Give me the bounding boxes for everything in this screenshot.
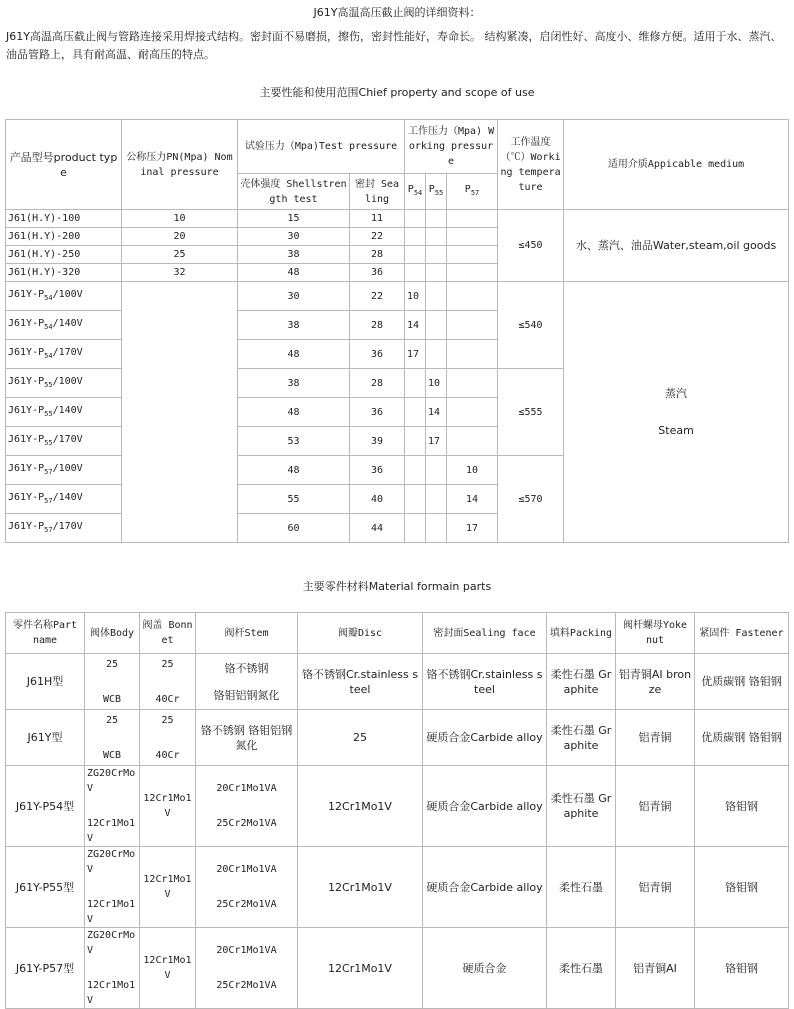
bonnet-cell: 12Cr1Mo1V (140, 928, 196, 1009)
shell-strength-cell: 55 (238, 485, 350, 514)
fastener-cell: 铬钼钢 (695, 928, 789, 1009)
p57-cell: 17 (447, 514, 498, 543)
bonnet-cell: 12Cr1Mo1V (140, 766, 196, 847)
header-body: 阀体Body (85, 613, 140, 654)
sealing-face-cell: 硬质合金Carbide alloy (423, 847, 547, 928)
body-cell-top: 25 (105, 714, 119, 726)
fastener-cell: 优质碳钢 铬钼钢 (695, 654, 789, 710)
model-subscript: 55 (44, 438, 53, 447)
p55-cell: 10 (426, 369, 447, 398)
model-subscript: 54 (44, 293, 53, 302)
disc-cell: 12Cr1Mo1V (298, 847, 423, 928)
sealing-face-cell: 硬质合金 (423, 928, 547, 1009)
stem-cell-top: 20Cr1Mo1VA (216, 945, 277, 956)
p57-cell (447, 228, 498, 246)
shell-strength-cell: 30 (238, 228, 350, 246)
p57-cell: 10 (447, 456, 498, 485)
spacer (87, 877, 137, 897)
model-subscript: 55 (44, 380, 53, 389)
p57-cell (447, 427, 498, 456)
medium-cell (564, 282, 789, 543)
body-cell (85, 928, 140, 1009)
p54-cell (405, 514, 426, 543)
model-subscript: 54 (44, 322, 53, 331)
p55-cell (426, 456, 447, 485)
body-cell-bottom: WCB (102, 693, 122, 705)
spacer (566, 401, 786, 423)
shell-strength-cell: 48 (238, 456, 350, 485)
bonnet-cell-top: 25 (161, 658, 174, 670)
section-title-materials: 主要零件材料Material formain parts (302, 580, 492, 593)
packing-cell: 柔性石墨 Graphite (547, 654, 616, 710)
header-packing: 填料Packing (547, 613, 616, 654)
header-stem: 阀杆Stem (196, 613, 298, 654)
nominal-pressure-cell (122, 282, 238, 543)
table-row (6, 928, 789, 1009)
header-bonnet: 阀盖 Bonnet (140, 613, 196, 654)
body-cell (85, 654, 140, 710)
sealing-cell: 28 (350, 311, 405, 340)
p55-cell: 17 (426, 427, 447, 456)
body-cell-bottom: WCB (102, 749, 122, 761)
packing-cell: 柔性石墨 Graphite (547, 710, 616, 766)
p57-cell (447, 340, 498, 369)
p55-cell: 14 (426, 398, 447, 427)
p55-cell (426, 210, 447, 228)
yoke-nut-cell: 铝青铜AI bronze (616, 654, 695, 710)
model-cell: J61(H.Y)-100 (6, 210, 122, 228)
bonnet-cell: 12Cr1Mo1V (140, 847, 196, 928)
p54-cell (405, 485, 426, 514)
intro-paragraph: J61Y高温高压截止阀与管路连接采用焊接式结构。密封面不易磨损，擦伤，密封性能好，寿命长。 结构紧凑，启闭性好、高度小、维修方便。适用于水、蒸汽、油品管路上，具有耐高温、耐高压的特点。 (6, 30, 782, 61)
model-cell (6, 282, 122, 311)
spacer (87, 672, 137, 692)
body-cell (85, 847, 140, 928)
yoke-nut-cell: 铝青铜 (616, 766, 695, 847)
model-prefix: J61Y-P (8, 491, 45, 503)
nominal-pressure-cell: 32 (122, 264, 238, 282)
body-cell-bottom: 12Cr1Mo1V (87, 980, 136, 1006)
model-cell (6, 427, 122, 456)
sealing-cell: 11 (350, 210, 405, 228)
bonnet-cell-top: 25 (161, 714, 174, 726)
nominal-pressure-cell: 25 (122, 246, 238, 264)
header-model: 产品型号product type (6, 120, 122, 210)
stem-cell-top: 铬不锈钢 铬钼铝钢氮化 (200, 723, 293, 752)
sealing-cell: 40 (350, 485, 405, 514)
table-row (6, 282, 789, 311)
model-prefix: J61Y-P (8, 433, 45, 445)
performance-table (5, 119, 789, 543)
page-title: J61Y高温高压截止阀的详细资料： (313, 6, 481, 19)
model-prefix: J61Y-P (8, 317, 45, 329)
p57-cell (447, 311, 498, 340)
bonnet-cell-bottom: 40Cr (155, 749, 180, 761)
disc-cell: 铬不锈钢Cr.stainless steel (298, 654, 423, 710)
body-cell-bottom: 12Cr1Mo1V (87, 818, 136, 844)
medium-cell: 水、蒸汽、油品Water,steam,oil goods (564, 210, 789, 282)
model-cell (6, 340, 122, 369)
materials-table (5, 612, 789, 1009)
p57-cell (447, 369, 498, 398)
model-subscript: 54 (44, 351, 53, 360)
fastener-cell: 铬钼钢 (695, 766, 789, 847)
model-cell: J61(H.Y)-200 (6, 228, 122, 246)
temperature-cell: ≤540 (498, 282, 564, 369)
header-part-name: 零件名称Part name (6, 613, 85, 654)
stem-cell-bottom: 铬钼铝钢氮化 (213, 688, 280, 702)
table-row (6, 654, 789, 710)
stem-cell-bottom: 25Cr2Mo1VA (216, 818, 277, 829)
shell-strength-cell: 48 (238, 398, 350, 427)
yoke-nut-cell: 铝青铜 (616, 847, 695, 928)
model-suffix: /140V (52, 404, 83, 416)
temperature-cell: ≤450 (498, 210, 564, 282)
shell-strength-cell: 38 (238, 369, 350, 398)
spacer (87, 728, 137, 748)
p54-cell (405, 369, 426, 398)
disc-cell: 12Cr1Mo1V (298, 766, 423, 847)
sealing-cell: 44 (350, 514, 405, 543)
shell-strength-cell: 60 (238, 514, 350, 543)
stem-cell-bottom: 25Cr2Mo1VA (216, 899, 277, 910)
model-prefix: J61Y-P (8, 520, 45, 532)
body-cell (85, 710, 140, 766)
model-subscript: 57 (44, 467, 53, 476)
medium-steam-en: Steam (658, 424, 694, 437)
p54-cell (405, 210, 426, 228)
header-sealing-face: 密封面Sealing face (423, 613, 547, 654)
medium-steam-cn: 蒸汽 (665, 387, 688, 400)
spacer (198, 676, 295, 688)
nominal-pressure-cell: 10 (122, 210, 238, 228)
p55-cell (426, 282, 447, 311)
spacer (198, 958, 295, 978)
spacer (87, 796, 137, 816)
sealing-cell: 22 (350, 228, 405, 246)
header-test-pressure: 试验压力（Mpa)Test pressure (238, 120, 405, 174)
yoke-nut-cell: 铝青铜AI (616, 928, 695, 1009)
p55-cell (426, 514, 447, 543)
section-title-performance: 主要性能和使用范围Chief property and scope of use (259, 86, 535, 99)
shell-strength-cell: 38 (238, 311, 350, 340)
header-working-pressure: 工作压力（Mpa) Working pressure (405, 120, 498, 174)
nominal-pressure-cell: 20 (122, 228, 238, 246)
header-yoke-nut: 阀杆螺母Yoke nut (616, 613, 695, 654)
p57-cell (447, 398, 498, 427)
temperature-cell: ≤570 (498, 456, 564, 543)
sealing-cell: 28 (350, 246, 405, 264)
model-prefix: J61Y-P (8, 404, 45, 416)
p57-cell (447, 282, 498, 311)
p54-cell (405, 264, 426, 282)
sealing-cell: 22 (350, 282, 405, 311)
header-shell-strength: 壳体强度 Shellstrength test (238, 174, 350, 210)
shell-strength-cell: 48 (238, 340, 350, 369)
p54-cell: 17 (405, 340, 426, 369)
yoke-nut-cell: 铝青铜 (616, 710, 695, 766)
p57-cell (447, 210, 498, 228)
table-row (6, 710, 789, 766)
bonnet-cell (140, 710, 196, 766)
body-cell-top: ZG20CrMoV (87, 930, 136, 956)
spacer (198, 877, 295, 897)
model-suffix: /170V (52, 433, 83, 445)
model-cell (6, 398, 122, 427)
header-medium: 适用介质Appicable medium (564, 120, 789, 210)
shell-strength-cell: 48 (238, 264, 350, 282)
model-subscript: 57 (44, 496, 53, 505)
model-cell (6, 485, 122, 514)
stem-cell (196, 710, 298, 766)
body-cell-top: ZG20CrMoV (87, 849, 136, 875)
p54-cell: 10 (405, 282, 426, 311)
model-cell (6, 311, 122, 340)
p55-cell (426, 264, 447, 282)
sealing-face-cell: 硬质合金Carbide alloy (423, 710, 547, 766)
part-name-cell: J61Y-P54型 (6, 766, 85, 847)
model-cell (6, 456, 122, 485)
stem-cell (196, 654, 298, 710)
header-disc: 阀瓣Disc (298, 613, 423, 654)
model-cell (6, 369, 122, 398)
stem-cell-top: 20Cr1Mo1VA (216, 783, 277, 794)
body-cell (85, 766, 140, 847)
sealing-cell: 36 (350, 264, 405, 282)
sealing-cell: 28 (350, 369, 405, 398)
disc-cell: 25 (298, 710, 423, 766)
shell-strength-cell: 53 (238, 427, 350, 456)
part-name-cell: J61Y-P55型 (6, 847, 85, 928)
table-row (6, 766, 789, 847)
sealing-cell: 36 (350, 398, 405, 427)
model-suffix: /140V (52, 491, 83, 503)
model-suffix: /100V (52, 375, 83, 387)
spacer (142, 728, 193, 748)
p54-cell (405, 228, 426, 246)
packing-cell: 柔性石墨 (547, 847, 616, 928)
bonnet-cell (140, 654, 196, 710)
model-prefix: J61Y-P (8, 288, 45, 300)
sealing-cell: 36 (350, 456, 405, 485)
fastener-cell: 优质碳钢 铬钼钢 (695, 710, 789, 766)
stem-cell (196, 928, 298, 1009)
shell-strength-cell: 30 (238, 282, 350, 311)
table-row (6, 210, 789, 228)
p55-cell (426, 340, 447, 369)
model-suffix: /170V (52, 346, 83, 358)
stem-cell-top: 20Cr1Mo1VA (216, 864, 277, 875)
model-cell: J61(H.Y)-320 (6, 264, 122, 282)
model-subscript: 57 (44, 525, 53, 534)
stem-cell (196, 847, 298, 928)
sealing-face-cell: 铬不锈钢Cr.stainless steel (423, 654, 547, 710)
model-prefix: J61Y-P (8, 375, 45, 387)
body-cell-top: ZG20CrMoV (87, 768, 136, 794)
shell-strength-cell: 15 (238, 210, 350, 228)
p57-cell: 14 (447, 485, 498, 514)
fastener-cell: 铬钼钢 (695, 847, 789, 928)
model-suffix: /100V (52, 462, 83, 474)
model-suffix: /100V (52, 288, 83, 300)
stem-cell-bottom: 25Cr2Mo1VA (216, 980, 277, 991)
model-subscript: 55 (44, 409, 53, 418)
spacer (198, 796, 295, 816)
p55-cell (426, 228, 447, 246)
sealing-cell: 39 (350, 427, 405, 456)
header-p57: $P_{57}$ (447, 174, 498, 210)
p54-cell (405, 427, 426, 456)
body-cell-top: 25 (105, 658, 119, 670)
p54-cell (405, 246, 426, 264)
table-row (6, 847, 789, 928)
header-fastener: 紧固件 Fastener (695, 613, 789, 654)
p55-cell (426, 246, 447, 264)
p54-cell (405, 398, 426, 427)
header-nominal-pressure: 公称压力PN(Mpa) Nominal pressure (122, 120, 238, 210)
part-name-cell: J61H型 (6, 654, 85, 710)
model-suffix: /170V (52, 520, 83, 532)
temperature-cell: ≤555 (498, 369, 564, 456)
part-name-cell: J61Y-P57型 (6, 928, 85, 1009)
p57-cell (447, 264, 498, 282)
model-cell (6, 514, 122, 543)
stem-cell (196, 766, 298, 847)
p55-cell (426, 485, 447, 514)
spacer (142, 672, 193, 692)
p54-cell: 14 (405, 311, 426, 340)
header-working-temperature: 工作温度（℃）Working temperature (498, 120, 564, 210)
model-prefix: J61Y-P (8, 346, 45, 358)
p54-cell (405, 456, 426, 485)
part-name-cell: J61Y型 (6, 710, 85, 766)
header-p54: $P_{54}$ (405, 174, 426, 210)
model-prefix: J61Y-P (8, 462, 45, 474)
header-sealing: 密封 Sealing (350, 174, 405, 210)
model-suffix: /140V (52, 317, 83, 329)
header-p55: $P_{55}$ (426, 174, 447, 210)
packing-cell: 柔性石墨 (547, 928, 616, 1009)
model-cell: J61(H.Y)-250 (6, 246, 122, 264)
stem-cell-top: 铬不锈钢 (224, 661, 269, 675)
spacer (87, 958, 137, 978)
packing-cell: 柔性石墨 Graphite (547, 766, 616, 847)
sealing-cell: 36 (350, 340, 405, 369)
bonnet-cell-bottom: 40Cr (155, 693, 180, 705)
shell-strength-cell: 38 (238, 246, 350, 264)
p55-cell (426, 311, 447, 340)
disc-cell: 12Cr1Mo1V (298, 928, 423, 1009)
sealing-face-cell: 硬质合金Carbide alloy (423, 766, 547, 847)
p57-cell (447, 246, 498, 264)
body-cell-bottom: 12Cr1Mo1V (87, 899, 136, 925)
